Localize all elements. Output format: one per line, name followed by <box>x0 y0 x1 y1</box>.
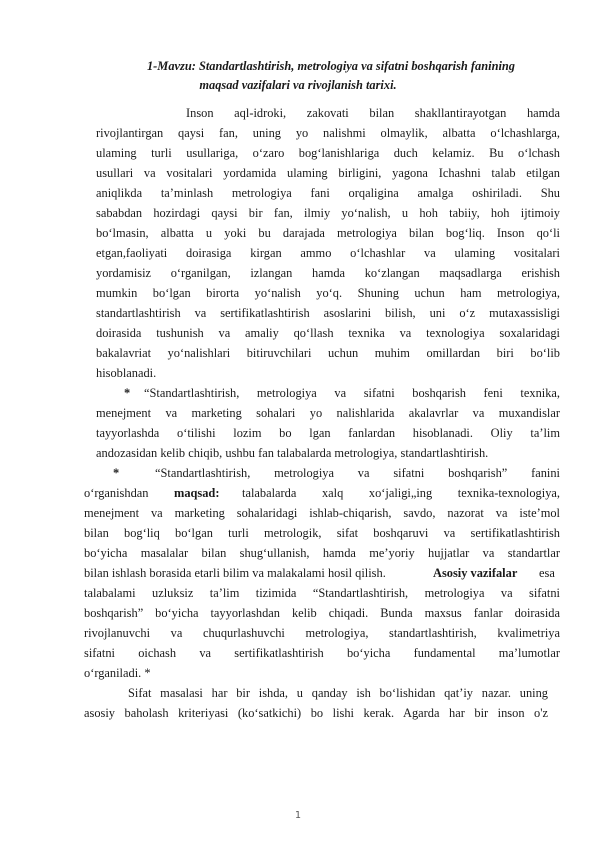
paragraph-1-line: etgan,faoliyati doirasiga kirgan ammo o‘lchashlar va ulaming vositalari <box>96 246 560 260</box>
paragraph-2-line: andozasidan kelib chiqib, ushbu fan talabalarda metrologiya, standartlashtirish. <box>96 446 489 460</box>
paragraph-2-line: “Standartlashtirish, metrologiya va sifatni boshqarish feni texnika, <box>144 386 560 400</box>
paragraph-3-line: esa <box>539 566 555 580</box>
title-line-1: 1-Mavzu: Standartlashtirish, metrologiya va sifatni boshqarish fanining <box>146 59 516 73</box>
paragraph-1-line: rivojlantirgan qaysi fan, uning yo nalishmi olmaylik, albatta o‘lchashlarga, <box>96 126 560 140</box>
paragraph-1-line: doirasida tushunish va amaliy qo‘llash texnika va texnologiya soxalaridagi <box>96 326 560 340</box>
paragraph-3-line: rivojlanuvchi va chuqurlashuvchi metrologiya, standartlashtirish, kvalimetriya <box>84 626 560 640</box>
paragraph-1-line: sababdan hozirdagi qaysi bir fan, ilmiy yo‘nalish, u hoh tabiiy, hoh ijtimoiy <box>96 206 560 220</box>
paragraph-1-line: bo‘lmasin, albatta u yoki bu darajada metrologiya bilan bog‘liq. Inson qo‘li <box>96 226 560 240</box>
paragraph-1-line: usullari va vositalari yordamida ulaming birligini, yagona Ichashni talab etilgan <box>96 166 560 180</box>
paragraph-1-line: standartlashtirish va sertifikatlashtirish asoslarini bilish, uni o‘z mutaxassisligi <box>96 306 560 320</box>
paragraph-3-line: talabalarda xalq xo‘jaligi„ing texnika-texnologiya, <box>242 486 560 500</box>
paragraph-4-line: Sifat masalasi har bir ishda, u qanday ish bo‘lishidan qat’iy nazar. uning <box>128 686 548 700</box>
title-line-2: maqsad vazifalari va rivojlanish tarixi. <box>199 78 397 92</box>
paragraph-1-line: ulaming turli usullariga, o‘zaro bog‘lanishlariga duch kelamiz. Bu o‘lchash <box>96 146 560 160</box>
paragraph-3-line: talabalami uzluksiz ta’lim tizimida “Standartlashtirish, metrologiya va sifatni <box>84 586 560 600</box>
paragraph-3-line: o‘rganishdan <box>84 486 149 500</box>
bullet-star: * <box>124 386 131 400</box>
paragraph-3-line: boshqarish” bo‘yicha tayyorlashdan kelib chiqadi. Bunda maxsus fanlar doirasida <box>84 606 560 620</box>
paragraph-2-line: menejment va marketing sohalari yo nalishlarida akalavrlar va muxandislar <box>96 406 560 420</box>
paragraph-1-line: bakalavriat yo‘nalishlari bitiruvchilari uchun muhim omillardan biri bo‘lib <box>96 346 560 360</box>
paragraph-3-line: bilan bog‘liq bo‘lgan turli metrologik, sifat boshqaruvi va sertifikatlashtirish <box>84 526 560 540</box>
paragraph-3-line: o‘rganiladi. * <box>84 666 151 680</box>
paragraph-1-line: mumkin bo‘lgan birorta yo‘nalish yo‘q. Shuning uchun ham metrologiya, <box>96 286 560 300</box>
paragraph-1-line: aniqlikda ta’minlash metrologiya fani orqaligina amalga oshiriladi. Shu <box>96 186 560 200</box>
paragraph-3-line: “Standartlashtirish, metrologiya va sifatni boshqarish” fanini <box>155 466 560 480</box>
paragraph-3-line: sifatni oichash va sertifikatlashtirish bo‘yicha fundamental ma’lumotlar <box>84 646 560 660</box>
page-number: 1 <box>294 810 302 821</box>
paragraph-2-line: tayyorlashda o‘tilishi lozim bo lgan fanlardan hisoblanadi. Oliy ta’lim <box>96 426 560 440</box>
goal-label: maqsad: <box>174 486 220 500</box>
paragraph-3-line: bo‘yicha masalalar bilan shug‘ullanish, hamda me’yoriy hujjatlar va standartlar <box>84 546 560 560</box>
paragraph-1-line: Inson aql-idroki, zakovati bilan shakllantirayotgan hamda <box>186 106 560 120</box>
paragraph-1-line: yordamisiz o‘rganilgan, izlangan hamda ko‘zlangan maqsadlarga erishish <box>96 266 560 280</box>
paragraph-3-line: bilan ishlash borasida etarli bilim va malakalami hosil qilish. <box>84 566 386 580</box>
tasks-label: Asosiy vazifalar <box>433 566 518 580</box>
paragraph-1-line: hisoblanadi. <box>96 366 157 380</box>
paragraph-3-line: menejment va marketing sohalaridagi ishlab-chiqarish, savdo, nazorat va iste’mol <box>84 506 560 520</box>
bullet-star: * <box>113 466 120 480</box>
paragraph-4-line: asosiy baholash kriteriyasi (ko‘satkichi) bo lishi kerak. Agarda har bir inson o'z <box>84 706 548 720</box>
